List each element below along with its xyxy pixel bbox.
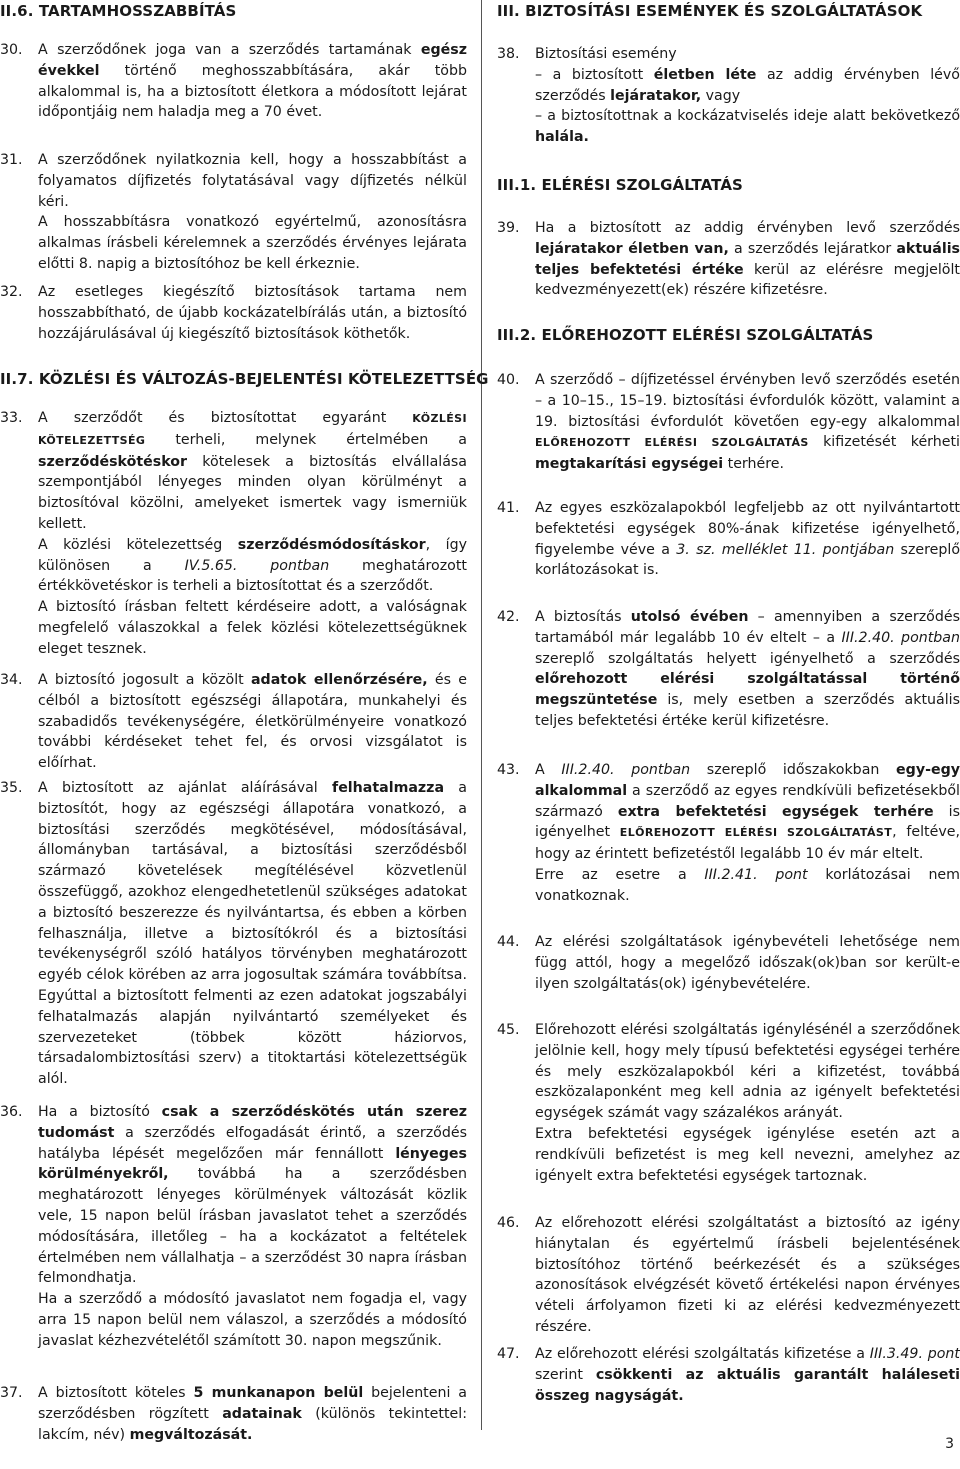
paragraph-46: 46. Az előrehozott elérési szolgáltatást a biztosító az igény hiánytalan és egyértelmű írásbeli bejelentésének biztosítóhoz történő beérkezését és a szükséges azonosítások elvégzését követő értékelési napon érvényes vételi árfolyamon fizeti ki az elérési kedvezményezett részére. [497, 1215, 960, 1335]
paragraph-42: 42. A biztosítás utolsó évében – amennyiben a szerződés tartamából már legalább 10 év eltelt – a III.2.40. pontban szereplő szolgáltatás helyett igényelhető a szerződés előrehozott elérési szolgáltatással történő megszüntetése is, mely esetben a szerződés aktuális teljes befektetési értéke kerül kifizetésre. [497, 609, 960, 729]
paragraph-31: 31. A szerződőnek nyilatkoznia kell, hogy a hosszabbítást a folyamatos díjfizetés folytatásával vagy díjfizetés nélkül kéri. A hosszabbításra vonatkozó egyértelmű, azonosításra alkalmas írásbeli kérelemnek a szerződés érvényes lejárata előtti 8. napig a biztosítóhoz be kell érkeznie. [0, 152, 467, 272]
paragraph-33: 33. A szerződőt és biztosítottat egyaránt KÖZLÉSI KÖTELEZETTSÉG terheli, melynek értelmében a szerződéskötéskor kötelesek a biztosítás elvállalása szempontjából lényeges minden olyan körülményt a biztosítóval közölni, amelyeket ismertek vagy ismerniük kellett. A közlési kötelezettség szerződésmódosításkor, így különösen a IV.5.65. pontban meghatározott értékkövetéskor is terheli a biztosítottat és a szerződőt. A biztosító írásban feltett kérdéseire adott, a valóságnak megfelelő válaszokkal a felek közlési kötelezettségüknek eleget tesznek. [0, 410, 467, 657]
section-heading-ii7: II.7. KÖZLÉSI ÉS VÁLTOZÁS-BEJELENTÉSI KÖTELEZETTSÉG [0, 370, 489, 388]
page-number: 3 [945, 1436, 954, 1452]
section-heading-iii2: III.2. ELŐREHOZOTT ELÉRÉSI SZOLGÁLTATÁS [497, 326, 874, 344]
paragraph-40: 40. A szerződő – díjfizetéssel érvényben levő szerződés esetén – a 10–15., 15–19. biztosítási évfordulók között, valamint a 19. biztosítási évfordulót követően egy-egy alkalommal ELŐREHOZOTT ELÉRÉSI SZOLGÁLTATÁS kifizetését kérheti megtakarítási egységei terhére. [497, 372, 960, 473]
paragraph-43: 43. A III.2.40. pontban szereplő időszakokban egy-egy alkalommal a szerződő az egyes rendkívüli befizetésekből származó extra befektetési egységek terhére is igényelhet ELŐREHOZOTT ELÉRÉSI SZOLGÁLTATÁST, feltéve, hogy az érintett befizetéstől legalább 10 év már eltelt. Erre az esetre a III.2.41. pont korlátozásai nem vonatkoznak. [497, 762, 960, 904]
column-divider [481, 0, 482, 1430]
paragraph-36: 36. Ha a biztosító csak a szerződéskötés után szerez tudomást a szerződés elfogadását érintő, a szerződés hatályba lépését megelőzően már fennállott lényeges körülményekről, továbbá ha a szerződésben meghatározott lényeges körülmények változását közlik vele, 15 napon belül írásban javaslatot tehet a szerződés módosítására, illetőleg – ha a kockázatot a feltételek értelmében nem vállalhatja – a szerződést 30 napra írásban felmondhatja. Ha a szerződő a módosító javaslatot nem fogadja el, vagy arra 15 napon belül nem válaszol, a szerződés a módosító javaslat kézhezvételétől számított 30. napon megszűnik. [0, 1104, 467, 1349]
paragraph-39: 39. Ha a biztosított az addig érvényben levő szerződés lejáratakor életben van, a szerződés lejáratkor aktuális teljes befektetési értéke kerül az elérésre megjelölt kedvezményezett(ek) részére kifizetésre. [497, 220, 960, 299]
paragraph-44: 44. Az elérési szolgáltatások igénybevételi lehetősége nem függ attól, hogy a megelőző időszak(ok)ban sor került-e ilyen szolgáltatás(ok) igénybevételére. [497, 934, 960, 992]
paragraph-37: 37. A biztosított köteles 5 munkanapon belül bejelenteni a szerződésben rögzített adatainak (különös tekintettel: lakcím, név) megváltozását. [0, 1385, 467, 1443]
paragraph-41: 41. Az egyes eszközalapokból legfeljebb az ott nyilvántartott befektetési egységek 80%-ának kifizetése igényelhető, figyelembe véve a 3. sz. melléklet 11. pontjában szereplő korlátozásokat is. [497, 500, 960, 579]
section-heading-iii1: III.1. ELÉRÉSI SZOLGÁLTATÁS [497, 176, 743, 194]
paragraph-35: 35. A biztosított az ajánlat aláírásával felhatalmazza a biztosítót, hogy az egészségi állapotára vonatkozó, a biztosítási szerződés megkötésével, módosításával, állományban tartásával, a biztosítási szerződésből származó követelések megítélésével közvetlenül összefüggő, azokhoz elengedhetetlenül szükséges adatokat a biztosító beszerezze és nyilvántartsa, és ebben a körben felhasználja, illetve a biztosítókról és a biztosítási tevékenységről szóló hatályos törvényben meghatározott egyéb célok körében az arra jogosultak számára továbbítsa. Egyúttal a biztosított felmenti az ezen adatokat jogszabályi felhatalmazás alapján nyilvántartó személyeket és szervezeteket (többek között háziorvos, társadalombiztosítási szerv) a titoktartási kötelezettségük alól. [0, 780, 467, 1088]
section-heading-iii: III. BIZTOSÍTÁSI ESEMÉNYEK ÉS SZOLGÁLTATÁSOK [497, 2, 923, 20]
paragraph-30: 30. A szerződőnek joga van a szerződés tartamának egész évekkel történő meghosszabbítására, akár több alkalommal is, ha a biztosított életkora a módosított lejárat időpontjáig nem haladja meg a 70 évet. [0, 42, 467, 121]
paragraph-34: 34. A biztosító jogosult a közölt adatok ellenőrzésére, és e célból a biztosított egészségi állapotára, munkahelyi és szabadidős tevékenységére, életkörülményeire vonatkozó további kérdéseket tehet fel, és orvosi vizsgálatot is előírhat. [0, 672, 467, 772]
paragraph-38: 38. Biztosítási esemény – a biztosított életben léte az addig érvényben lévő szerződés lejáratakor, vagy – a biztosítottnak a kockázatviselés ideje alatt bekövetkező halála. [497, 46, 960, 146]
paragraph-47: 47. Az előrehozott elérési szolgáltatás kifizetése a III.3.49. pont szerint csökkenti az aktuális garantált haláleseti összeg nagyságát. [497, 1346, 960, 1404]
section-heading-ii6: II.6. TARTAMHOSSZABBÍTÁS [0, 2, 237, 20]
paragraph-45: 45. Előrehozott elérési szolgáltatás igénylésénél a szerződőnek jelölnie kell, hogy mely típusú befektetési egységei terhére és mely eszközalapokból kéri a kifizetést, továbbá eszközalaponként meg kell adnia az igényelt befektetési egységek számát vagy százalékos arányát. Extra befektetési egységek igénylése esetén azt a rendkívüli befizetést is meg kell nevezni, amelyhez az igényelt extra befektetési egységek tartoznak. [497, 1022, 960, 1184]
paragraph-32: 32. Az esetleges kiegészítő biztosítások tartama nem hosszabbítható, de újabb kockázatelbírálás után, a biztosító hozzájárulásával új kiegészítő biztosítások köthetők. [0, 284, 467, 342]
